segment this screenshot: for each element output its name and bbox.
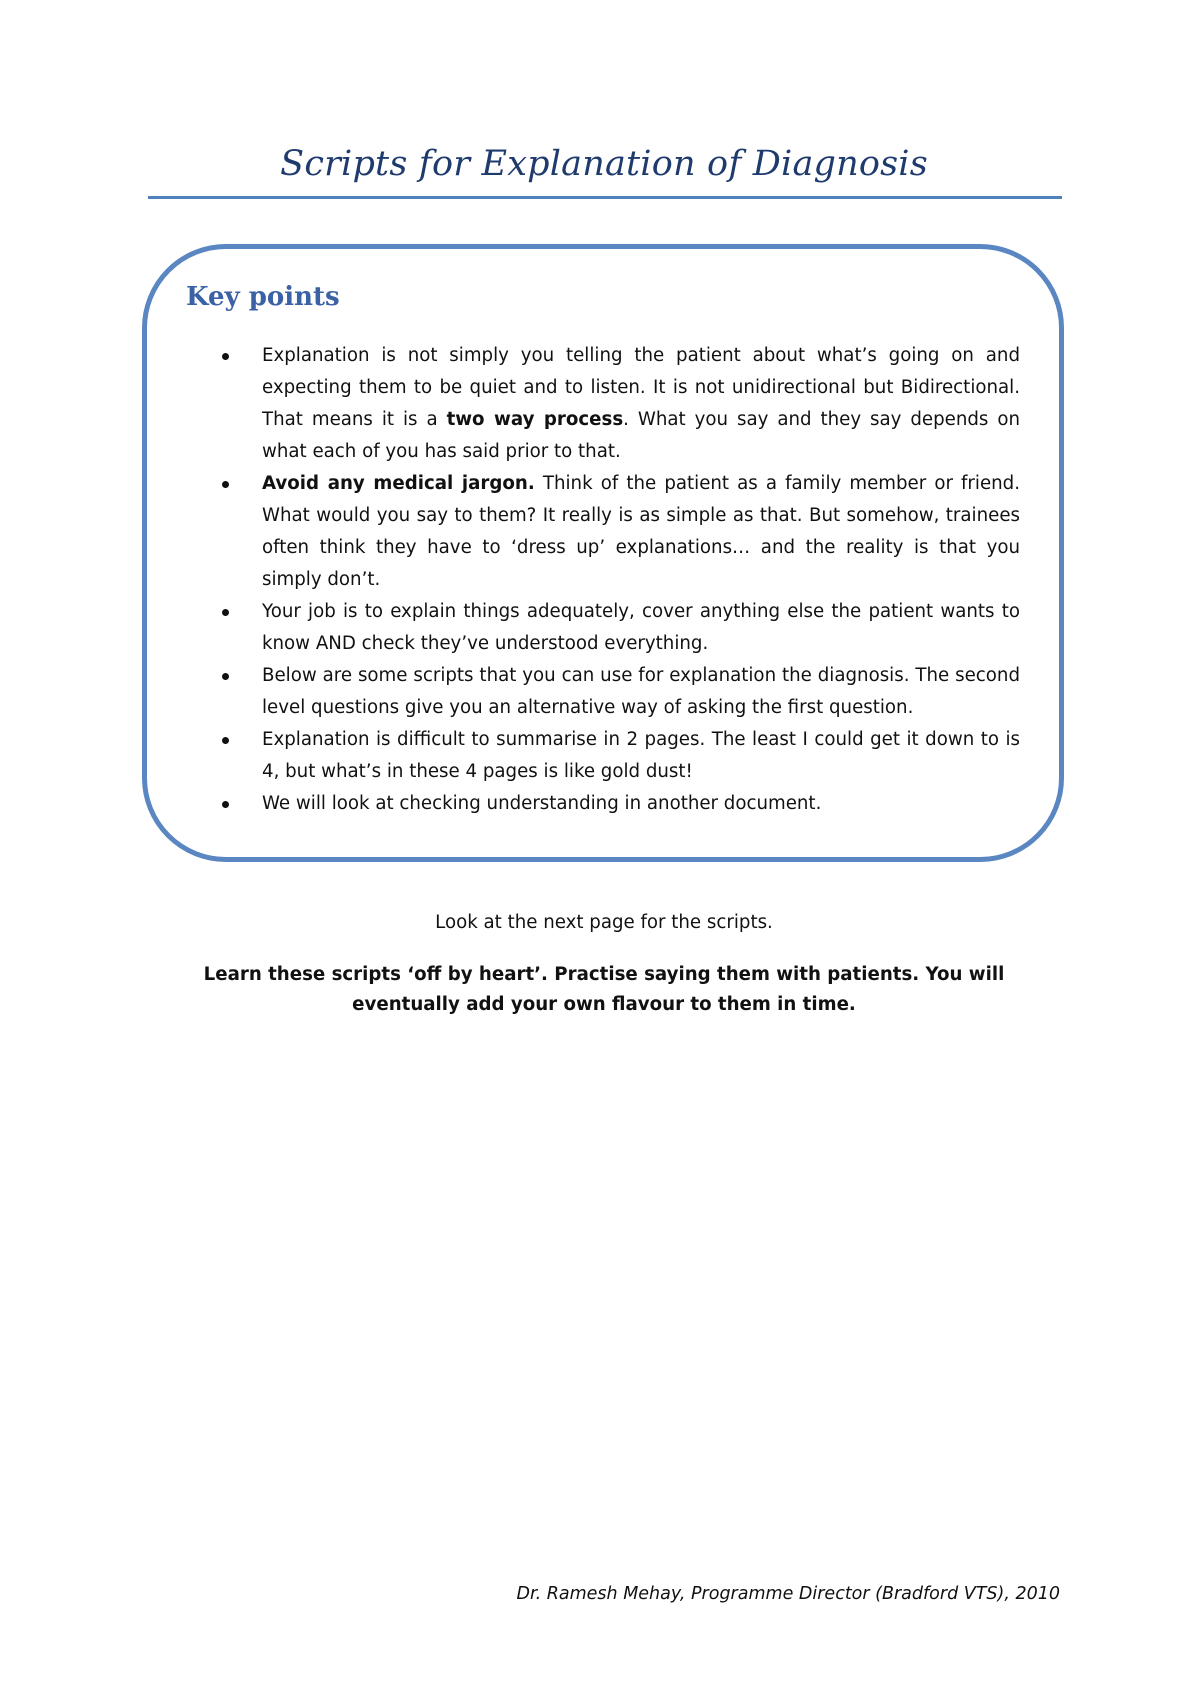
bullet-icon (222, 737, 229, 744)
key-point-text: We will look at checking understanding in another document. (262, 793, 822, 814)
key-point-item (218, 724, 1020, 788)
next-page-note: Look at the next page for the scripts. (435, 912, 773, 933)
key-point-item (218, 340, 1020, 468)
key-point-item (218, 596, 1020, 660)
bullet-icon (222, 673, 229, 680)
key-point-item (218, 468, 1020, 596)
key-point-text: . What you say and they say depends on what each of you has said prior to that. (262, 409, 1020, 462)
footer-credit: Dr. Ramesh Mehay, Programme Director (Bradford VTS), 2010 (516, 1584, 1060, 1604)
key-point-text: Explanation is not simply you telling the patient about what’s going on and expecting them to be quiet and to listen. It is not unidirectional but Bidirectional. That means it is a (262, 345, 1020, 430)
key-point-item (218, 788, 1020, 820)
bullet-icon (222, 609, 229, 616)
key-point-emphasis: Avoid any medical jargon. (262, 473, 535, 494)
key-point-emphasis: two way process (446, 409, 624, 430)
key-point-text: Below are some scripts that you can use for explanation the diagnosis. The second level questions give you an alternative way of asking the first question. (262, 665, 1020, 718)
bullet-icon (222, 801, 229, 808)
key-point-text: Your job is to explain things adequately, cover anything else the patient wants to know AND check they’ve understood everything. (262, 601, 1020, 654)
bullet-icon (222, 353, 229, 360)
key-points-heading: Key points (186, 282, 340, 312)
page-title: Scripts for Explanation of Diagnosis (280, 144, 928, 184)
key-point-text: Think of the patient as a family member or friend. What would you say to them? It really is as simple as that. But somehow, trainees often think they have to ‘dress up’ explanations… and the reality is that you simply don’t. (262, 473, 1021, 590)
key-point-item (218, 660, 1020, 724)
bullet-icon (222, 481, 229, 488)
key-point-text: Explanation is difficult to summarise in 2 pages. The least I could get it down to is 4, but what’s in these 4 pages is like gold dust! (262, 729, 1020, 782)
title-underline (148, 196, 1062, 199)
key-points-list (218, 340, 1020, 820)
learn-scripts-note: Learn these scripts ‘off by heart’. Practise saying them with patients. You will eventually add your own flavour to them in time. (203, 964, 1005, 1015)
